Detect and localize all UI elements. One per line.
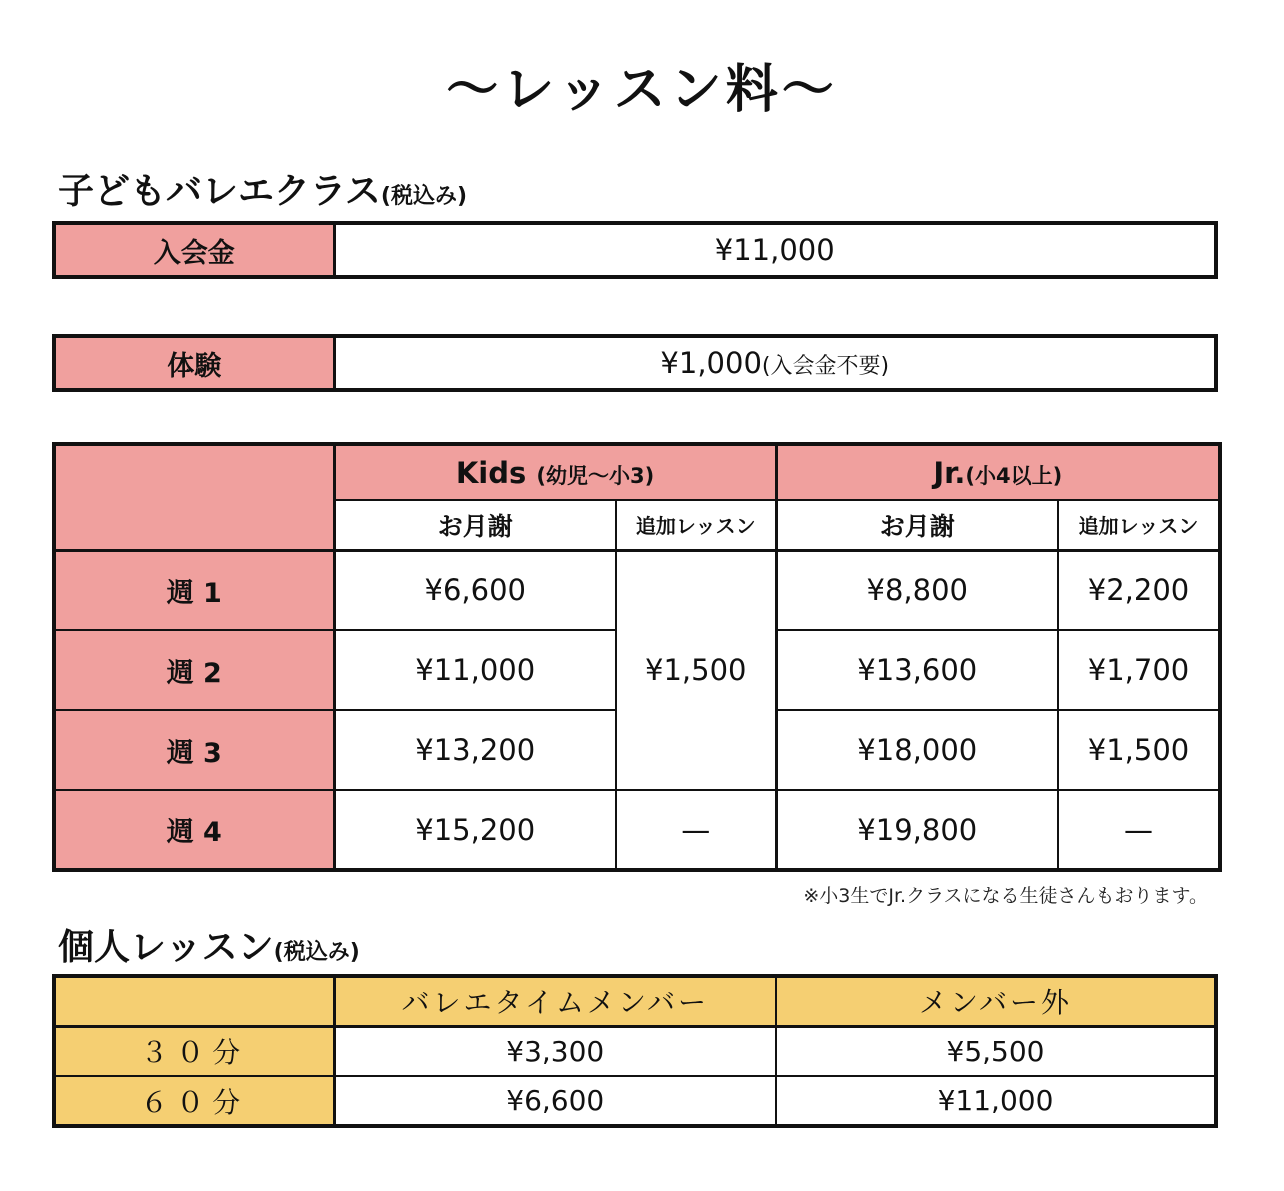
page-title: 〜レッスン料〜	[446, 60, 838, 120]
row-label-week4: 週 4	[54, 790, 334, 870]
jr-monthly-week4: ¥19,800	[776, 790, 1058, 870]
jr-group-header	[776, 444, 1220, 500]
jr-title-sub: (小4以上)	[965, 463, 1063, 488]
row-label-week3: 週 3	[54, 710, 334, 790]
kids-title-sub: (幼児〜小3)	[536, 463, 655, 488]
kids-monthly-week4: ¥15,200	[334, 790, 616, 870]
kids-extra-merged: ¥1,500	[616, 550, 776, 790]
non-member-column-header: メンバー外	[776, 976, 1216, 1026]
row-label-30min: ３０分	[54, 1026, 334, 1076]
kids-extra-header: 追加レッスン	[616, 500, 776, 550]
private-corner-cell	[54, 976, 334, 1026]
footnote: ※小3生でJr.クラスになる生徒さんもおります。	[803, 885, 1208, 907]
jr-extra-week1: ¥2,200	[1058, 550, 1220, 630]
row-label-week2: 週 2	[54, 630, 334, 710]
private-lesson-table	[52, 974, 1218, 1128]
non-member-price-30min: ¥5,500	[776, 1026, 1216, 1076]
kids-heading-note: (税込み)	[380, 184, 468, 209]
trial-label: 体験	[54, 336, 334, 390]
table-row	[54, 1026, 1216, 1076]
trial-value-note: (入会金不要)	[761, 354, 890, 379]
table-row	[54, 550, 1220, 630]
private-heading-note: (税込み)	[273, 940, 360, 965]
kids-title: Kids	[455, 455, 527, 490]
private-section-heading	[58, 926, 360, 975]
kids-monthly-week1: ¥6,600	[334, 550, 616, 630]
row-label-week1: 週 1	[54, 550, 334, 630]
row-label-60min: ６０分	[54, 1076, 334, 1126]
member-price-60min: ¥6,600	[334, 1076, 776, 1126]
jr-monthly-week2: ¥13,600	[776, 630, 1058, 710]
jr-extra-week3: ¥1,500	[1058, 710, 1220, 790]
kids-group-header	[334, 444, 776, 500]
kids-heading-text: 子どもバレエクラス	[58, 171, 381, 212]
kids-section-heading	[58, 170, 467, 219]
jr-monthly-week1: ¥8,800	[776, 550, 1058, 630]
non-member-price-60min: ¥11,000	[776, 1076, 1216, 1126]
kids-monthly-week3: ¥13,200	[334, 710, 616, 790]
table-row	[54, 790, 1220, 870]
trial-value: ¥1,000	[660, 346, 762, 380]
enrollment-value: ¥11,000	[334, 223, 1216, 277]
jr-title: Jr.	[933, 455, 966, 490]
trial-value-cell	[334, 336, 1216, 390]
kids-monthly-week2: ¥11,000	[334, 630, 616, 710]
jr-monthly-header: お月謝	[776, 500, 1058, 550]
jr-extra-week4: —	[1058, 790, 1220, 870]
enrollment-fee-table	[52, 221, 1218, 279]
jr-extra-week2: ¥1,700	[1058, 630, 1220, 710]
jr-monthly-week3: ¥18,000	[776, 710, 1058, 790]
member-column-header: バレエタイムメンバー	[334, 976, 776, 1026]
kids-monthly-header: お月謝	[334, 500, 616, 550]
kids-extra-week4: —	[616, 790, 776, 870]
member-price-30min: ¥3,300	[334, 1026, 776, 1076]
jr-extra-header: 追加レッスン	[1058, 500, 1220, 550]
corner-cell	[54, 444, 334, 550]
lesson-fee-table	[52, 442, 1222, 872]
table-row	[54, 1076, 1216, 1126]
trial-fee-table	[52, 334, 1218, 392]
private-heading-text: 個人レッスン	[58, 927, 274, 968]
enrollment-label: 入会金	[54, 223, 334, 277]
